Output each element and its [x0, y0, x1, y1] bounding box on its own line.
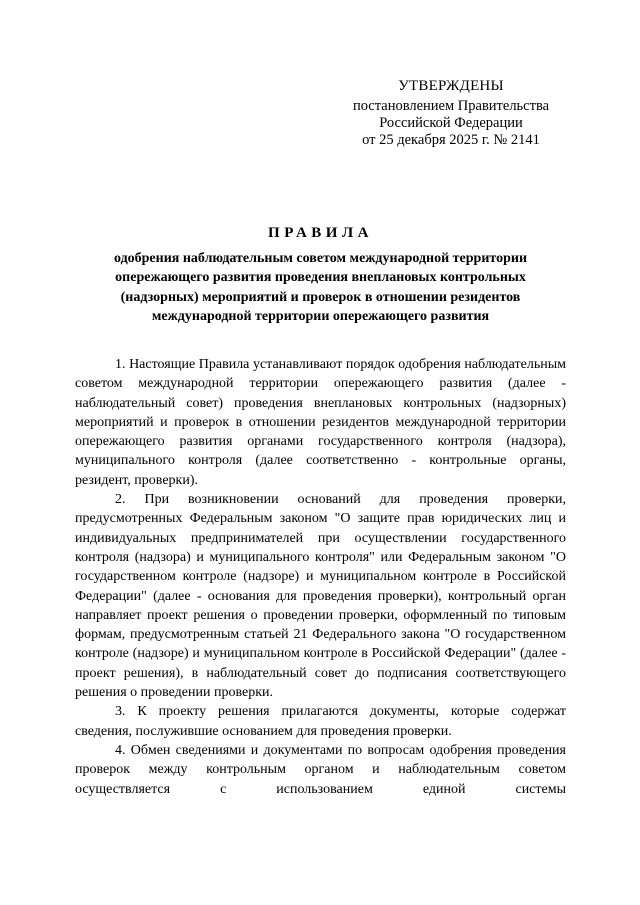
- paragraph-2: 2. При возникновении оснований для проведения проверки, предусмотренных Федеральным законом "О защите прав юридических лиц и индивидуальных предпринимателей при осуществлении государственного контроля (надзора) и муниципального контроля" или Федеральным законом "О государственном контроле (надзоре) и муниципальном контроле в Российской Федерации" (далее - основания для проведения проверки), контрольный орган направляет проект решения о проведении проверки, оформленный по типовым формам, предусмотренным статьей 21 Федерального закона "О государственном контроле (надзоре) и муниципальном контроле в Российской Федерации" (далее - проект решения), в наблюдательный совет до подписания соответствующего решения о проведении проверки.: [75, 492, 566, 701]
- paragraph-4: 4. Обмен сведениями и документами по вопросам одобрения проведения проверок между контрольным органом и наблюдательным советом осуществляется с использованием единой системы: [75, 742, 566, 797]
- subtitle-line: опережающего развития проведения внеплановых контрольных: [115, 270, 526, 286]
- document-subtitle: [80, 249, 561, 326]
- approval-line: Российской Федерации: [379, 115, 523, 131]
- subtitle-line: международной территории опережающего развития: [151, 308, 490, 324]
- approval-heading: УТВЕРЖДЕНЫ: [398, 78, 504, 94]
- paragraph-3: 3. К проекту решения прилагаются документы, которые содержат сведения, послужившие основанием для проведения проверки.: [75, 704, 566, 739]
- approval-line: постановлением Правительства: [352, 98, 550, 114]
- approval-stamp: [340, 78, 562, 149]
- paragraph-1: 1. Настоящие Правила устанавливают порядок одобрения наблюдательным советом международной территории опережающего развития (далее - наблюдательный совет) проведения внеплановых контрольных (надзорных) мероприятий и проверок в отношении резидентов международной территории опережающего развития органами государственного контроля (надзора), муниципального контроля (далее соответственно - контрольные органы, резидент, проверки).: [75, 357, 566, 488]
- subtitle-line: одобрения наблюдательным советом международной территории: [113, 251, 528, 266]
- approval-date-line: от 25 декабря 2025 г. № 2141: [362, 132, 540, 148]
- document-title: ПРАВИЛА: [268, 225, 373, 241]
- document-body: [75, 355, 566, 799]
- subtitle-line: (надзорных) мероприятий и проверок в отношении резидентов: [120, 289, 521, 305]
